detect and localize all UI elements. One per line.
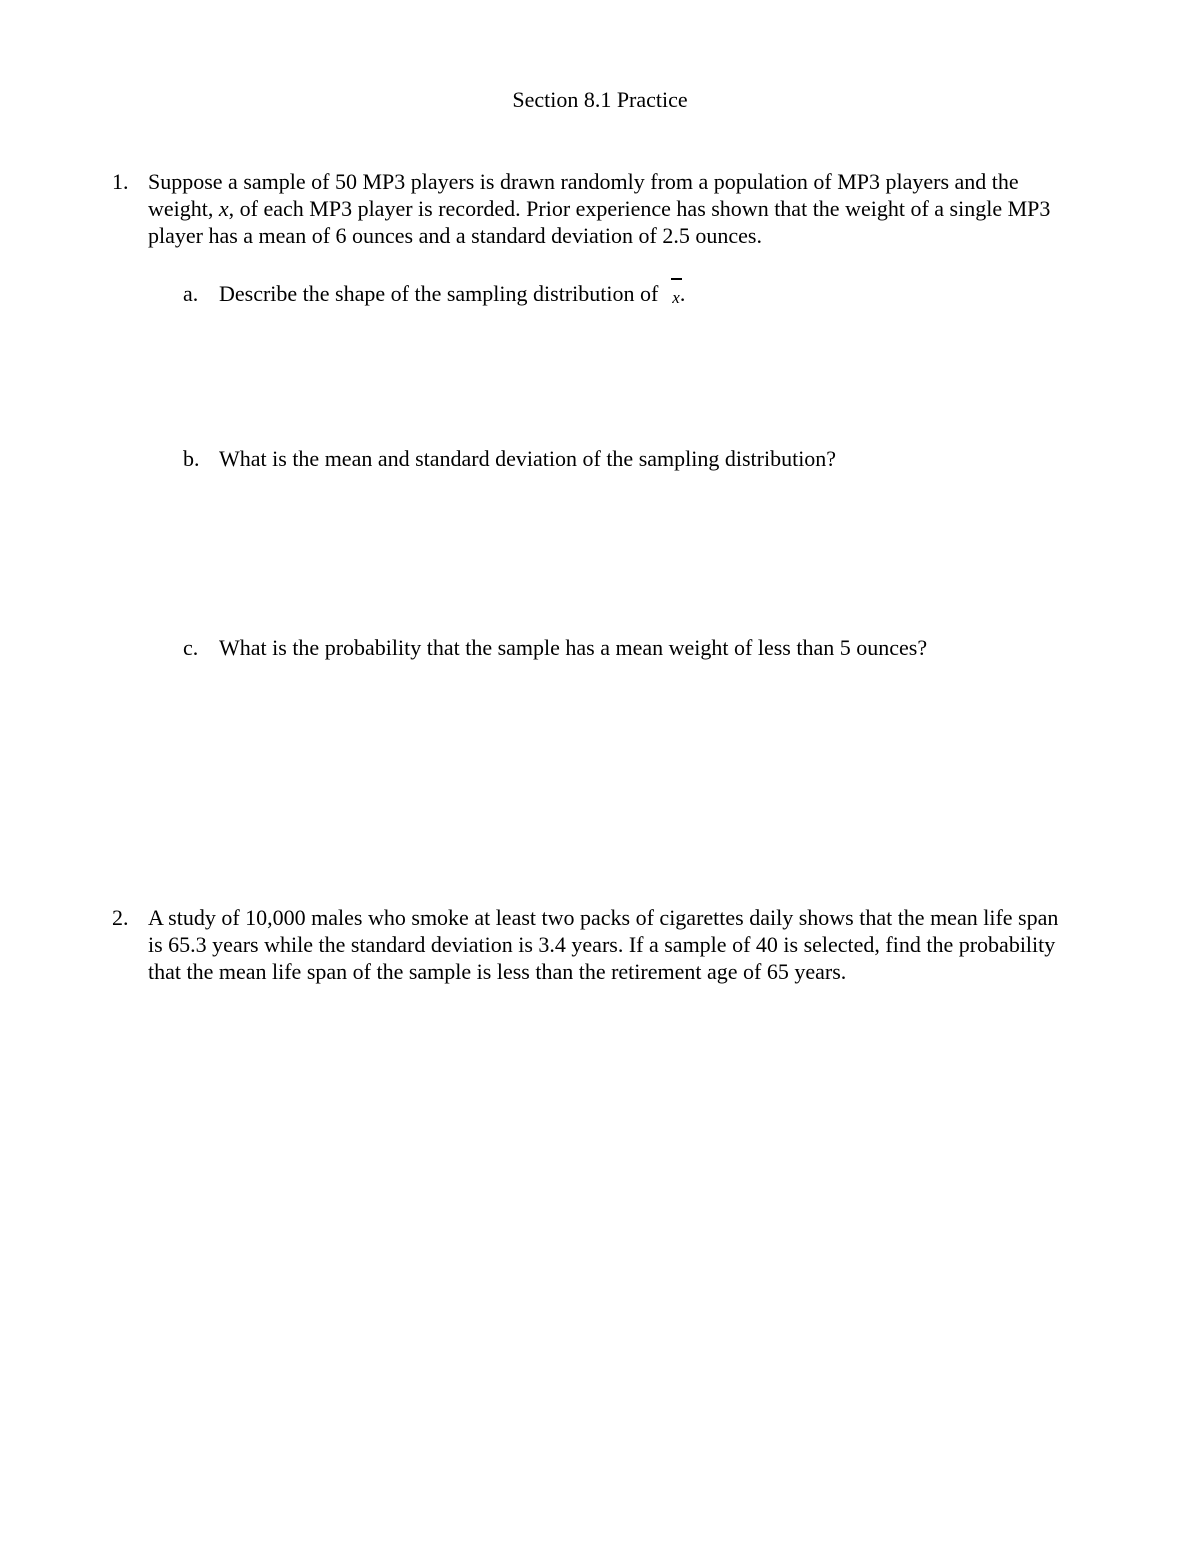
line-segment: , of each MP3 player is recorded. Prior experience has shown that the weight of a single MP3 xyxy=(228,196,1051,221)
part-trailing: . xyxy=(679,281,686,306)
x-bar-symbol: x xyxy=(672,284,680,311)
part-letter: b. xyxy=(183,446,200,471)
question-line: A study of 10,000 males who smoke at least two packs of cigarettes daily shows that the mean life span xyxy=(148,905,1059,930)
part-text: What is the probability that the sample has a mean weight of less than 5 ounces? xyxy=(219,635,928,660)
part-text: What is the mean and standard deviation of the sampling distribution? xyxy=(219,446,837,471)
part-text-body: Describe the shape of the sampling distribution of xyxy=(219,281,659,306)
question-line: player has a mean of 6 ounces and a standard deviation of 2.5 ounces. xyxy=(148,223,762,248)
question-number: 2. xyxy=(112,905,129,930)
variable-x: x xyxy=(218,196,229,221)
question-line: is 65.3 years while the standard deviation is 3.4 years. If a sample of 40 is selected, find the probability xyxy=(148,932,1056,957)
question-line xyxy=(148,195,1128,222)
page-title: Section 8.1 Practice xyxy=(512,87,688,112)
part-letter: a. xyxy=(183,281,199,306)
question-line: Suppose a sample of 50 MP3 players is drawn randomly from a population of MP3 players and the xyxy=(148,169,1019,194)
part-letter: c. xyxy=(183,635,199,660)
line-segment: weight, xyxy=(148,196,219,221)
part-text xyxy=(219,280,1079,309)
question-text xyxy=(148,168,1128,249)
question-text xyxy=(148,904,1128,985)
question-number: 1. xyxy=(112,169,129,194)
question-line: that the mean life span of the sample is less than the retirement age of 65 years. xyxy=(148,959,847,984)
